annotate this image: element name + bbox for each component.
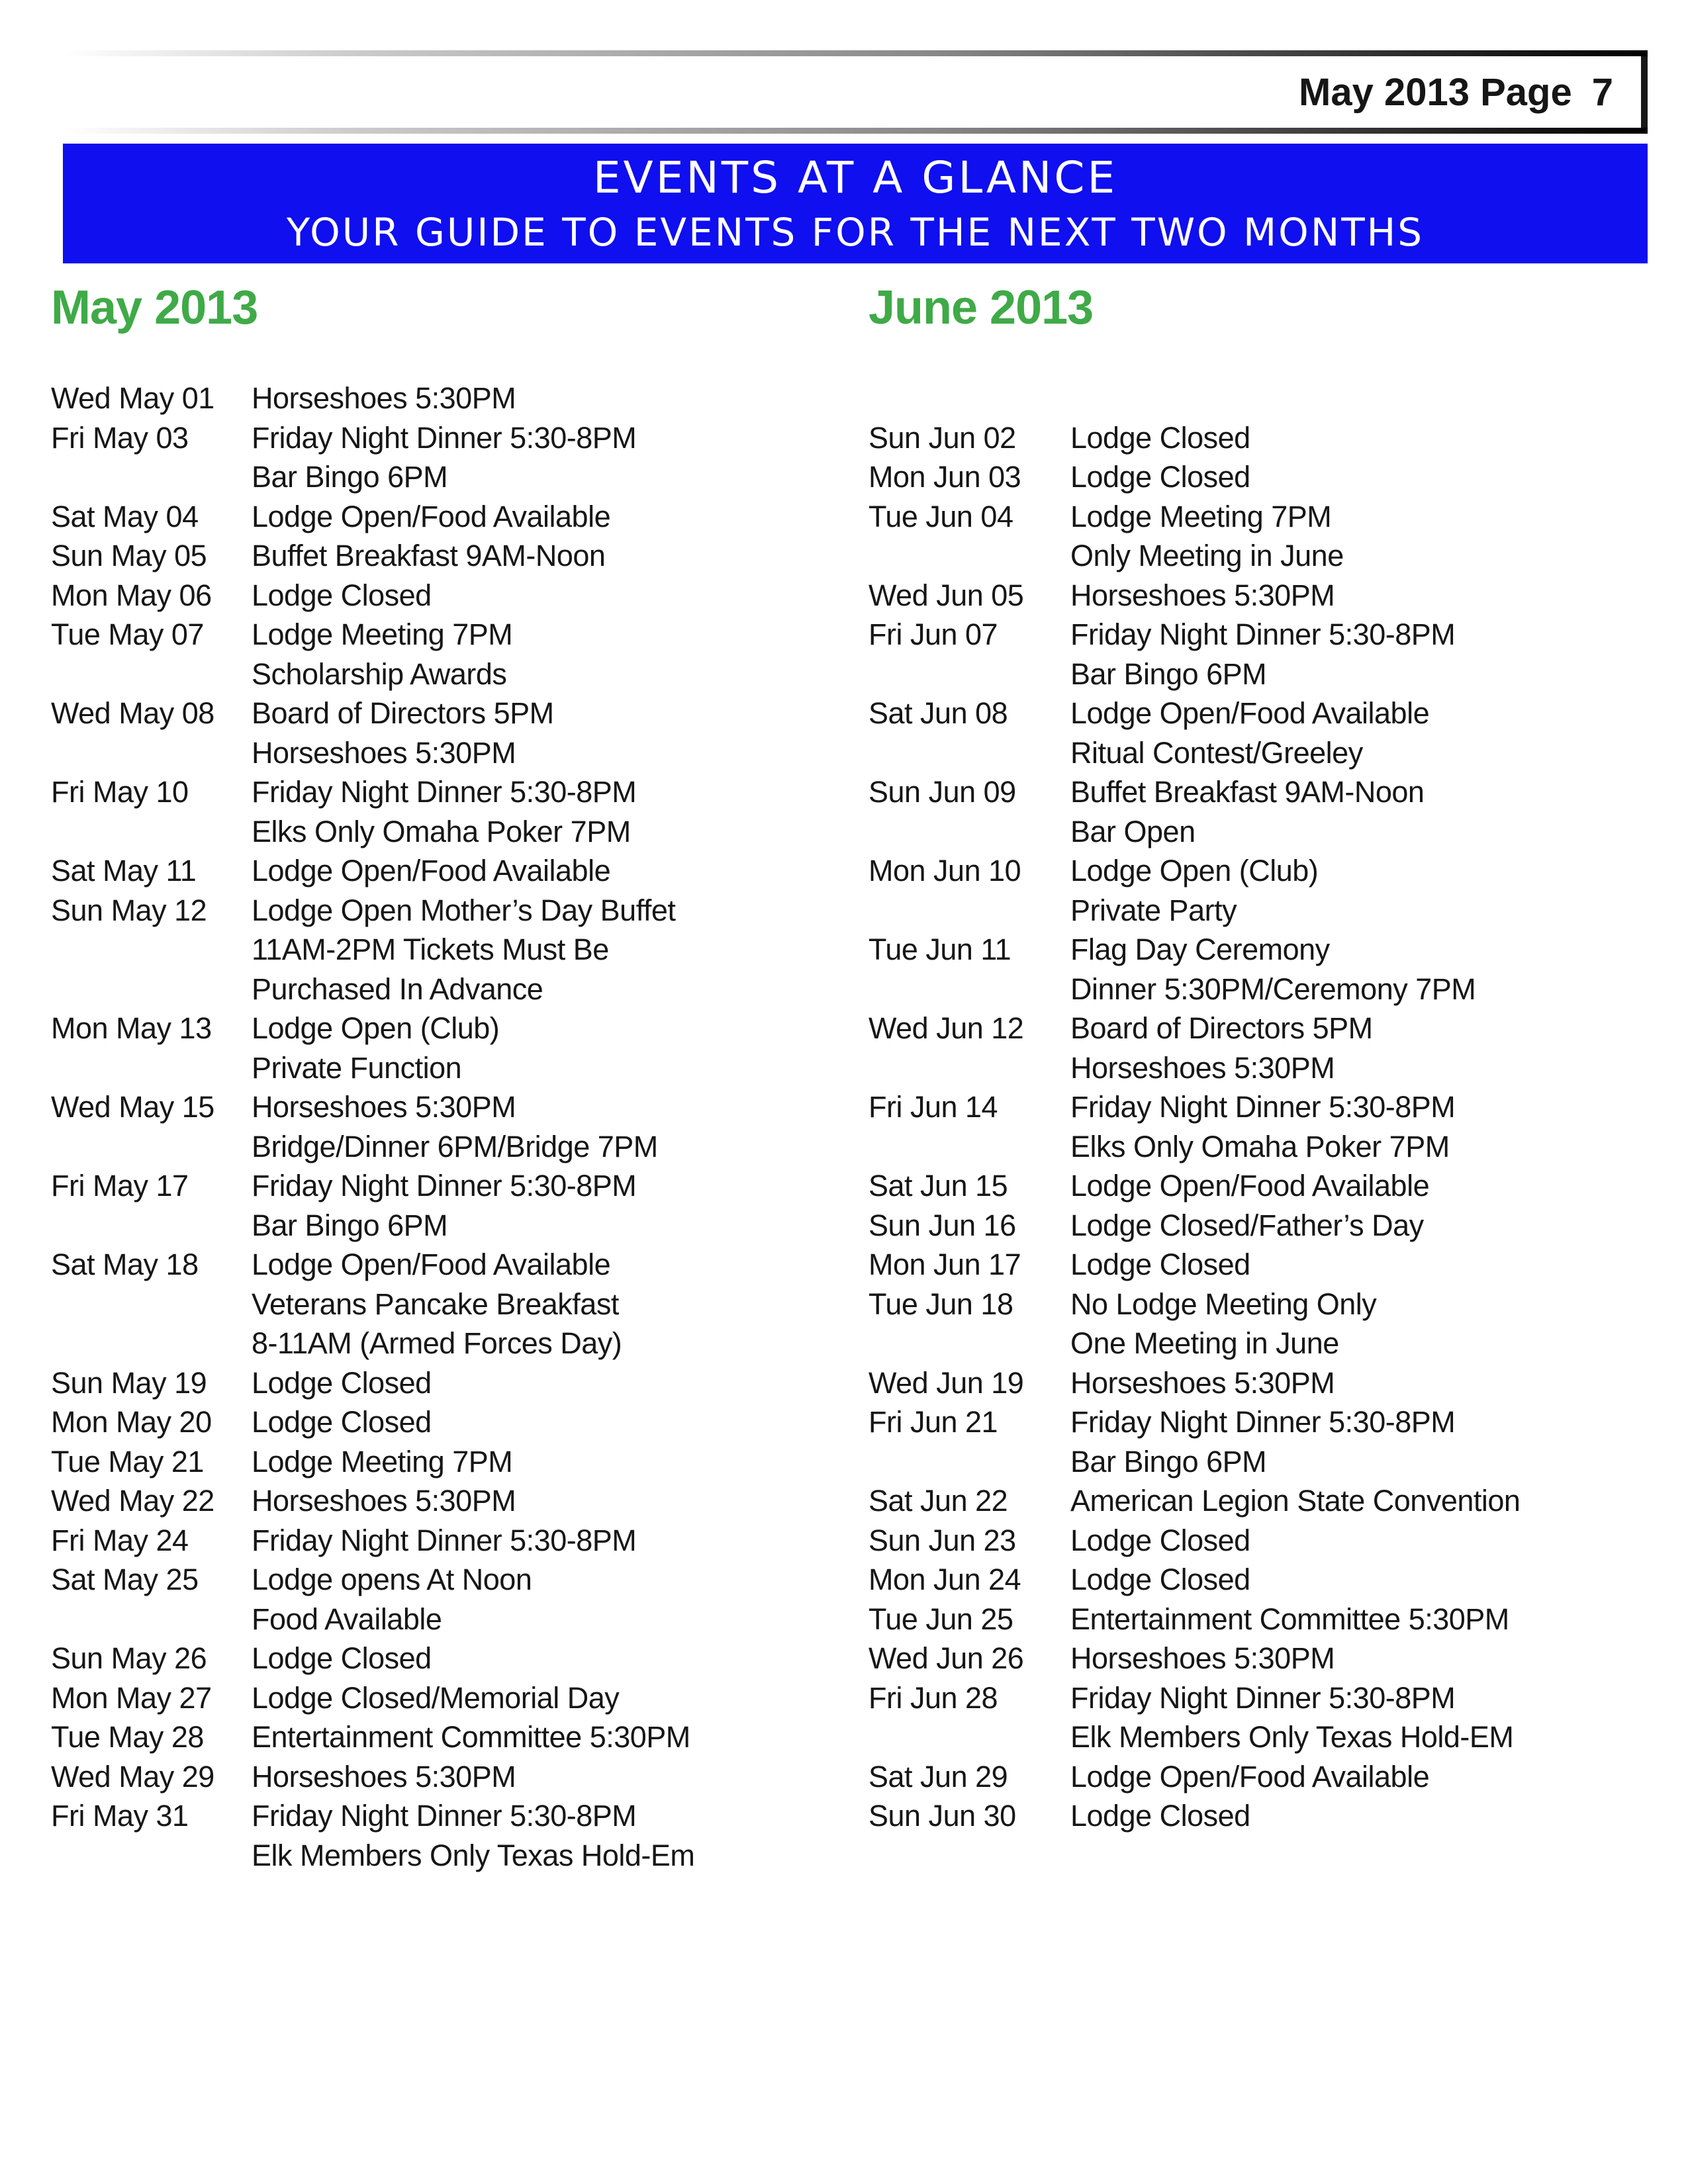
event-row	[51, 1678, 832, 1718]
event-date: Tue Jun 11	[868, 933, 1011, 966]
event-row	[51, 772, 832, 851]
event-line: American Legion State Convention	[1070, 1484, 1521, 1518]
event-line: Lodge Open/Food Available	[252, 854, 611, 887]
event-lines	[252, 891, 832, 1009]
event-date: Wed May 22	[51, 1484, 214, 1518]
event-date: Mon May 20	[51, 1405, 212, 1439]
event-line: Elk Members Only Texas Hold-Em	[252, 1838, 695, 1872]
event-row	[51, 1639, 832, 1678]
event-line: Lodge Closed/Father’s Day	[1070, 1208, 1424, 1242]
events-column-may	[51, 379, 832, 1875]
event-line: Horseshoes 5:30PM	[252, 1759, 516, 1794]
event-date: Tue Jun 25	[868, 1602, 1013, 1636]
event-row	[51, 1402, 832, 1442]
event-lines	[252, 1245, 832, 1363]
event-date: Sun May 05	[51, 539, 207, 572]
event-lines	[1070, 1206, 1650, 1246]
events-column-june	[868, 418, 1650, 1836]
event-lines	[1070, 930, 1650, 1009]
event-line: Lodge Closed	[252, 1405, 432, 1439]
header-gradient-rule-bottom	[63, 128, 1648, 134]
event-date: Sat Jun 22	[868, 1484, 1008, 1518]
event-row	[51, 1087, 832, 1166]
event-row	[51, 694, 832, 772]
event-line: Lodge Open (Club)	[1070, 854, 1319, 887]
event-line: Lodge Meeting 7PM	[252, 617, 513, 651]
event-line: Friday Night Dinner 5:30-8PM	[1070, 1405, 1456, 1439]
event-date: Sat May 11	[51, 854, 197, 887]
event-lines	[1070, 418, 1650, 458]
event-line: Board of Directors 5PM	[252, 696, 554, 730]
event-line: Bar Bingo 6PM	[252, 1208, 448, 1242]
event-line: Lodge opens At Noon	[252, 1563, 532, 1596]
event-line: Bar Open	[1070, 814, 1196, 848]
event-lines	[252, 615, 832, 694]
event-date: Fri May 24	[51, 1523, 189, 1557]
event-date: Fri Jun 14	[868, 1090, 998, 1124]
event-line: Buffet Breakfast 9AM-Noon	[252, 539, 606, 572]
event-line: Lodge Closed	[1070, 460, 1250, 494]
event-row	[51, 1560, 832, 1639]
event-line: Lodge Open (Club)	[252, 1011, 500, 1045]
event-line: Elks Only Omaha Poker 7PM	[1070, 1129, 1450, 1163]
event-date: Wed May 29	[51, 1759, 214, 1794]
event-line: Friday Night Dinner 5:30-8PM	[252, 1523, 637, 1557]
event-lines	[252, 1560, 832, 1639]
event-lines	[1070, 1796, 1650, 1836]
event-lines	[252, 772, 832, 851]
event-line: Lodge Closed/Memorial Day	[252, 1680, 620, 1715]
event-date: Mon Jun 03	[868, 460, 1021, 494]
event-line: Bar Bingo 6PM	[252, 460, 448, 494]
event-row	[868, 1206, 1650, 1246]
event-row	[51, 891, 832, 1009]
event-date: Fri May 17	[51, 1169, 189, 1203]
event-line: Lodge Open/Food Available	[1070, 1759, 1430, 1794]
event-row	[868, 1245, 1650, 1285]
event-row	[868, 418, 1650, 458]
event-row	[868, 1009, 1650, 1087]
event-row	[51, 1757, 832, 1797]
event-lines	[252, 1757, 832, 1797]
event-date: Fri Jun 21	[868, 1405, 998, 1439]
event-lines	[1070, 1009, 1650, 1087]
event-lines	[252, 1166, 832, 1245]
event-row	[51, 379, 832, 418]
event-lines	[1070, 615, 1650, 694]
event-row	[868, 1481, 1650, 1521]
event-line: Scholarship Awards	[252, 657, 507, 691]
event-lines	[1070, 851, 1650, 930]
event-line: No Lodge Meeting Only	[1070, 1287, 1377, 1321]
event-row	[51, 1009, 832, 1087]
event-lines	[1070, 457, 1650, 497]
event-lines	[1070, 1757, 1650, 1797]
event-date: Fri Jun 28	[868, 1680, 998, 1715]
event-date: Sun May 26	[51, 1641, 207, 1675]
event-date: Wed May 01	[51, 381, 214, 415]
event-line: Horseshoes 5:30PM	[252, 1484, 516, 1518]
event-line: Horseshoes 5:30PM	[252, 735, 516, 770]
event-lines	[1070, 1245, 1650, 1285]
event-line: 11AM-2PM Tickets Must Be	[252, 933, 609, 966]
event-row	[868, 851, 1650, 930]
event-lines	[1070, 1600, 1650, 1639]
event-date: Sat May 04	[51, 499, 199, 533]
event-line: Lodge Closed	[1070, 1523, 1250, 1557]
event-line: Horseshoes 5:30PM	[1070, 1050, 1335, 1085]
event-line: Lodge Open/Food Available	[252, 1248, 611, 1281]
page-number: 7	[1591, 70, 1613, 114]
event-lines	[252, 1363, 832, 1403]
event-date: Sun Jun 30	[868, 1799, 1016, 1833]
event-line: Friday Night Dinner 5:30-8PM	[252, 1169, 637, 1203]
banner-subtitle: YOUR GUIDE TO EVENTS FOR THE NEXT TWO MONTHS	[286, 210, 1425, 255]
event-row	[51, 1166, 832, 1245]
event-line: Board of Directors 5PM	[1070, 1011, 1373, 1045]
event-lines	[1070, 576, 1650, 615]
event-row	[868, 1521, 1650, 1561]
event-date: Sun May 19	[51, 1365, 207, 1400]
event-lines	[1070, 1678, 1650, 1757]
event-lines	[1070, 1639, 1650, 1678]
event-line: Lodge Closed	[252, 1365, 432, 1400]
event-line: Purchased In Advance	[252, 972, 543, 1006]
event-lines	[252, 1087, 832, 1166]
event-lines	[1070, 1285, 1650, 1363]
event-lines	[1070, 1402, 1650, 1481]
event-date: Tue May 28	[51, 1720, 204, 1754]
event-row	[868, 457, 1650, 497]
event-line: Lodge Open/Food Available	[1070, 1169, 1430, 1203]
event-row	[51, 1442, 832, 1482]
page-header-text	[1299, 70, 1613, 114]
event-lines	[1070, 1363, 1650, 1403]
event-date: Sat Jun 08	[868, 696, 1008, 730]
event-row	[51, 1796, 832, 1875]
event-line: Elk Members Only Texas Hold-EM	[1070, 1720, 1514, 1754]
event-date: Fri May 03	[51, 420, 189, 455]
event-row	[868, 1166, 1650, 1206]
event-date: Mon May 27	[51, 1680, 212, 1715]
event-line: Friday Night Dinner 5:30-8PM	[1070, 617, 1456, 651]
event-line: Lodge Closed	[1070, 1799, 1250, 1833]
event-line: Entertainment Committee 5:30PM	[252, 1720, 690, 1754]
event-lines	[252, 1796, 832, 1875]
event-line: Food Available	[252, 1602, 442, 1636]
event-date: Sat Jun 15	[868, 1169, 1008, 1203]
event-date: Sun Jun 02	[868, 420, 1016, 455]
event-line: Lodge Closed	[252, 578, 432, 612]
event-date: Wed Jun 05	[868, 578, 1024, 612]
event-lines	[252, 379, 832, 418]
page-header-title: May 2013 Page	[1299, 70, 1572, 114]
event-date: Wed Jun 12	[868, 1011, 1024, 1045]
event-date: Sat Jun 29	[868, 1759, 1008, 1794]
event-line: Friday Night Dinner 5:30-8PM	[1070, 1680, 1456, 1715]
event-line: Entertainment Committee 5:30PM	[1070, 1602, 1509, 1636]
event-line: Lodge Meeting 7PM	[252, 1444, 513, 1479]
event-row	[51, 1363, 832, 1403]
event-row	[868, 576, 1650, 615]
event-line: Horseshoes 5:30PM	[252, 381, 516, 415]
event-date: Fri May 10	[51, 775, 189, 809]
month-heading-june: June 2013	[868, 281, 1094, 334]
event-lines	[1070, 1166, 1650, 1206]
event-line: Dinner 5:30PM/Ceremony 7PM	[1070, 972, 1476, 1006]
event-row	[868, 1560, 1650, 1600]
event-row	[868, 615, 1650, 694]
event-line: Friday Night Dinner 5:30-8PM	[252, 1799, 637, 1833]
event-row	[868, 1639, 1650, 1678]
page-header-box	[63, 56, 1648, 128]
event-line: Lodge Closed	[252, 1641, 432, 1675]
event-lines	[252, 536, 832, 576]
event-row	[51, 536, 832, 576]
event-row	[868, 930, 1650, 1009]
event-lines	[252, 1442, 832, 1482]
event-row	[51, 576, 832, 615]
event-date: Mon May 13	[51, 1011, 212, 1045]
event-row	[51, 1245, 832, 1363]
event-line: Horseshoes 5:30PM	[1070, 1365, 1335, 1400]
event-line: Flag Day Ceremony	[1070, 933, 1330, 966]
event-row	[51, 1521, 832, 1561]
event-lines	[252, 1402, 832, 1442]
event-date: Sun Jun 16	[868, 1208, 1016, 1242]
event-date: Mon May 06	[51, 578, 212, 612]
event-lines	[1070, 772, 1650, 851]
event-lines	[252, 1521, 832, 1561]
event-row	[868, 1285, 1650, 1363]
event-row	[868, 1757, 1650, 1797]
event-line: Only Meeting in June	[1070, 539, 1344, 572]
event-row	[51, 1481, 832, 1521]
event-date: Mon Jun 17	[868, 1248, 1021, 1281]
event-line: Horseshoes 5:30PM	[1070, 578, 1335, 612]
event-line: Lodge Open/Food Available	[252, 499, 611, 533]
event-row	[51, 615, 832, 694]
event-date: Sun May 12	[51, 893, 207, 927]
event-date: Tue May 21	[51, 1444, 204, 1479]
event-row	[868, 1402, 1650, 1481]
event-date: Tue Jun 18	[868, 1287, 1013, 1321]
event-date: Mon Jun 10	[868, 854, 1021, 887]
event-lines	[252, 1639, 832, 1678]
event-row	[868, 694, 1650, 772]
event-date: Tue Jun 04	[868, 499, 1013, 533]
event-line: Lodge Closed	[1070, 1563, 1250, 1596]
event-lines	[252, 418, 832, 497]
event-line: Elks Only Omaha Poker 7PM	[252, 814, 631, 848]
event-date: Wed Jun 19	[868, 1365, 1024, 1400]
event-date: Fri Jun 07	[868, 617, 998, 651]
event-row	[868, 1600, 1650, 1639]
event-lines	[1070, 694, 1650, 772]
event-line: Ritual Contest/Greeley	[1070, 735, 1363, 770]
event-lines	[252, 1481, 832, 1521]
event-line: Friday Night Dinner 5:30-8PM	[252, 420, 637, 455]
event-row	[51, 851, 832, 891]
events-banner	[63, 144, 1648, 263]
event-line: Lodge Closed	[1070, 1248, 1250, 1281]
event-row	[868, 772, 1650, 851]
event-lines	[1070, 497, 1650, 576]
event-lines	[1070, 1521, 1650, 1561]
event-line: Friday Night Dinner 5:30-8PM	[1070, 1090, 1456, 1124]
event-row	[868, 1087, 1650, 1166]
event-date: Wed May 15	[51, 1090, 214, 1124]
event-lines	[252, 1009, 832, 1087]
event-lines	[252, 1678, 832, 1718]
event-line: Friday Night Dinner 5:30-8PM	[252, 775, 637, 809]
event-line: Bridge/Dinner 6PM/Bridge 7PM	[252, 1129, 658, 1163]
header-gradient-rule-top	[63, 50, 1648, 56]
event-lines	[252, 694, 832, 772]
event-row	[51, 418, 832, 497]
event-line: Lodge Closed	[1070, 420, 1250, 455]
event-line: Horseshoes 5:30PM	[252, 1090, 516, 1124]
event-line: Buffet Breakfast 9AM-Noon	[1070, 775, 1425, 809]
event-lines	[252, 1717, 832, 1757]
event-date: Mon Jun 24	[868, 1563, 1021, 1596]
event-line: Lodge Open Mother’s Day Buffet	[252, 893, 676, 927]
event-line: Lodge Open/Food Available	[1070, 696, 1430, 730]
event-row	[51, 1717, 832, 1757]
event-line: Private Party	[1070, 893, 1237, 927]
event-row	[868, 497, 1650, 576]
event-line: Private Function	[252, 1050, 462, 1085]
event-date: Wed Jun 26	[868, 1641, 1024, 1675]
event-row	[868, 1678, 1650, 1757]
event-row	[868, 1796, 1650, 1836]
event-lines	[252, 576, 832, 615]
event-date: Sun Jun 23	[868, 1523, 1016, 1557]
event-date: Sun Jun 09	[868, 775, 1016, 809]
event-date: Tue May 07	[51, 617, 204, 651]
event-date: Sat May 18	[51, 1248, 199, 1281]
event-lines	[1070, 1481, 1650, 1521]
event-line: Lodge Meeting 7PM	[1070, 499, 1332, 533]
event-line: 8-11AM (Armed Forces Day)	[252, 1326, 622, 1360]
event-date: Fri May 31	[51, 1799, 189, 1833]
event-date: Wed May 08	[51, 696, 214, 730]
event-lines	[1070, 1087, 1650, 1166]
event-line: Veterans Pancake Breakfast	[252, 1287, 619, 1321]
event-line: Bar Bingo 6PM	[1070, 657, 1267, 691]
event-line: Bar Bingo 6PM	[1070, 1444, 1267, 1479]
event-date: Sat May 25	[51, 1563, 199, 1596]
event-row	[868, 1363, 1650, 1403]
event-line: One Meeting in June	[1070, 1326, 1339, 1360]
event-line: Horseshoes 5:30PM	[1070, 1641, 1335, 1675]
event-lines	[1070, 1560, 1650, 1600]
event-lines	[252, 851, 832, 891]
event-row	[51, 497, 832, 537]
month-heading-may: May 2013	[51, 281, 258, 334]
banner-title: EVENTS AT A GLANCE	[592, 152, 1118, 203]
event-lines	[252, 497, 832, 537]
